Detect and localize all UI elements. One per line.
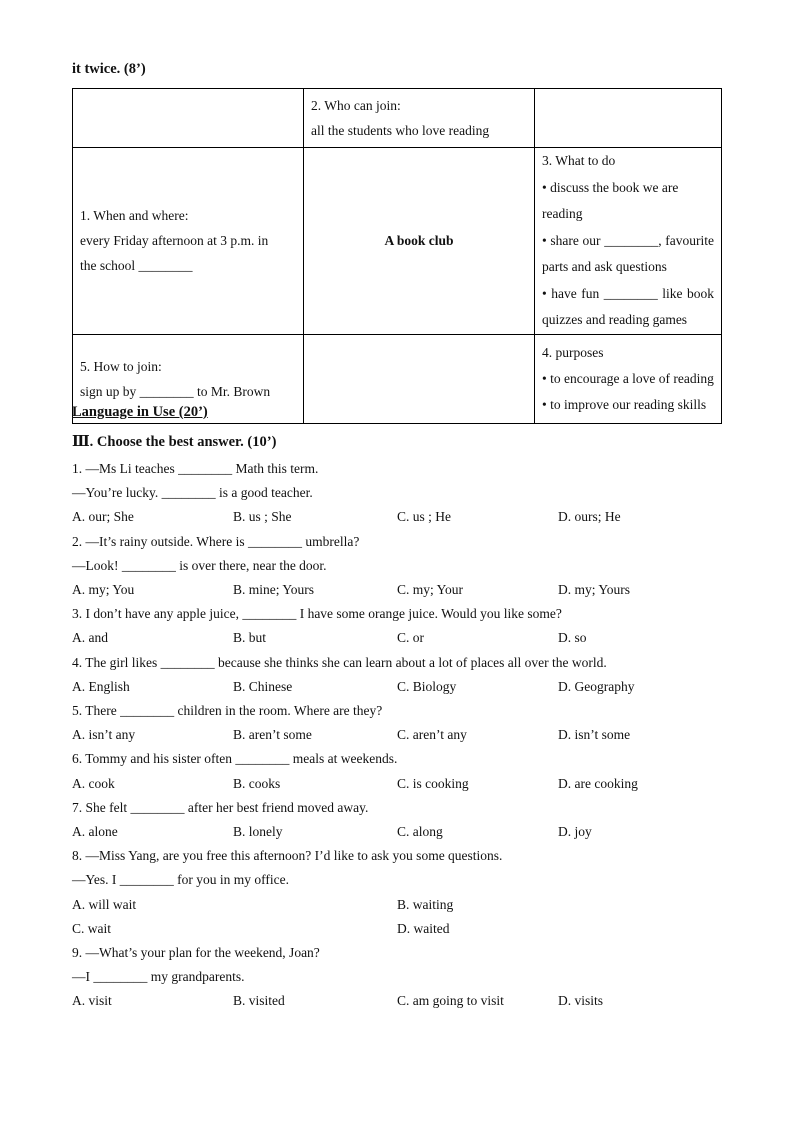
question-dialogue-line: —You’re lucky. ________ is a good teacher. — [72, 485, 313, 501]
answer-option[interactable]: A. alone — [72, 824, 118, 839]
table-cell-what-to-do — [535, 148, 722, 335]
answer-option[interactable]: B. aren’t some — [233, 727, 312, 743]
answer-option[interactable]: B. cooks — [233, 775, 281, 791]
cell-text: parts and ask questions — [542, 259, 667, 274]
section-title: Language in Use (20’) — [72, 404, 208, 420]
answer-option[interactable]: C. us ; He — [397, 509, 451, 525]
answer-option[interactable]: D. my; Yours — [558, 582, 631, 597]
answer-option[interactable]: C. my; Your — [397, 582, 464, 597]
part3-title: Ⅲ. Choose the best answer. (10’) — [72, 434, 277, 450]
answer-option[interactable]: B. mine; Yours — [233, 582, 315, 597]
answer-option[interactable]: C. along — [397, 824, 443, 839]
answer-option[interactable]: D. so — [558, 630, 587, 646]
answer-option[interactable]: C. is cooking — [397, 775, 469, 791]
answer-option[interactable]: A. will wait — [72, 896, 137, 912]
table-cell-who-can-join — [304, 89, 535, 148]
answer-option[interactable]: B. waiting — [397, 896, 454, 912]
answer-option[interactable]: B. but — [233, 630, 267, 646]
answer-option[interactable]: D. are cooking — [558, 775, 638, 791]
cell-bullet: • have fun ________ like book — [542, 285, 714, 301]
question-dialogue-line: —Yes. I ________ for you in my office. — [72, 872, 289, 888]
answer-option[interactable]: B. Chinese — [233, 678, 293, 694]
table-cell-purposes — [535, 334, 722, 423]
question-stem: 3. I don’t have any apple juice, ________ I have some orange juice. Would you like some? — [72, 606, 562, 622]
cell-bullet: • to improve our reading skills — [542, 396, 707, 412]
cell-title: 1. When and where: — [80, 208, 189, 224]
question-dialogue-line: —I ________ my grandparents. — [72, 969, 245, 985]
cell-title: 4. purposes — [542, 344, 604, 360]
cell-bullet: • discuss the book we are reading — [542, 179, 679, 221]
cell-bullet: • to encourage a love of reading — [542, 370, 714, 386]
cell-title: 5. How to join: — [80, 358, 162, 374]
book-club-table — [72, 88, 722, 424]
cell-text: quizzes and reading games — [542, 312, 688, 327]
table-cell-empty — [73, 89, 304, 148]
cell-text: sign up by ________ to Mr. Brown — [80, 383, 271, 399]
part-title: it twice. (8’) — [72, 61, 146, 77]
cell-bullet: • share our ________, favourite — [542, 232, 714, 248]
cell-title: 2. Who can join: — [311, 98, 401, 113]
question-dialogue-line: —Look! ________ is over there, near the door. — [72, 557, 327, 573]
answer-option[interactable]: A. and — [72, 630, 108, 646]
answer-option[interactable]: C. or — [397, 630, 424, 646]
answer-option[interactable]: D. joy — [558, 824, 592, 839]
answer-option[interactable]: A. cook — [72, 775, 115, 791]
answer-option[interactable]: B. visited — [233, 993, 285, 1009]
question-stem: 7. She felt ________ after her best friend moved away. — [72, 799, 369, 815]
answer-option[interactable]: A. isn’t any — [72, 727, 136, 743]
answer-option[interactable]: B. us ; She — [233, 509, 292, 525]
answer-option[interactable]: D. ours; He — [558, 509, 621, 525]
answer-option[interactable]: B. lonely — [233, 824, 283, 839]
question-stem: 4. The girl likes ________ because she thinks she can learn about a lot of places all over the world. — [72, 654, 607, 670]
answer-option[interactable]: C. wait — [72, 920, 111, 936]
table-cell-when-where — [73, 148, 304, 335]
answer-option[interactable]: D. visits — [558, 993, 604, 1009]
cell-title: 3. What to do — [542, 153, 616, 168]
answer-option[interactable]: C. Biology — [397, 678, 457, 694]
answer-option[interactable]: C. aren’t any — [397, 727, 467, 743]
question-stem: 1. —Ms Li teaches ________ Math this term. — [72, 461, 319, 476]
answer-option[interactable]: D. Geography — [558, 678, 635, 694]
question-stem: 9. —What’s your plan for the weekend, Joan? — [72, 945, 320, 960]
cell-text: every Friday afternoon at 3 p.m. in — [80, 233, 269, 249]
cell-text: the school ________ — [80, 258, 193, 274]
answer-option[interactable]: D. isn’t some — [558, 727, 631, 743]
answer-option[interactable]: A. our; She — [72, 509, 134, 525]
answer-option[interactable]: D. waited — [397, 920, 450, 936]
table-cell-empty — [535, 89, 722, 148]
table-cell-center-title: A book club — [304, 148, 535, 335]
cell-text: all the students who love reading — [311, 123, 490, 138]
answer-option[interactable]: A. English — [72, 678, 130, 694]
answer-option[interactable]: A. my; You — [72, 582, 135, 597]
question-stem: 6. Tommy and his sister often ________ meals at weekends. — [72, 751, 398, 767]
question-stem: 2. —It’s rainy outside. Where is ________ umbrella? — [72, 533, 360, 549]
answer-option[interactable]: A. visit — [72, 993, 112, 1009]
question-stem: 8. —Miss Yang, are you free this afternoon? I’d like to ask you some questions. — [72, 848, 503, 864]
answer-option[interactable]: C. am going to visit — [397, 993, 504, 1009]
table-cell-empty — [304, 334, 535, 423]
question-stem: 5. There ________ children in the room. Where are they? — [72, 703, 383, 718]
